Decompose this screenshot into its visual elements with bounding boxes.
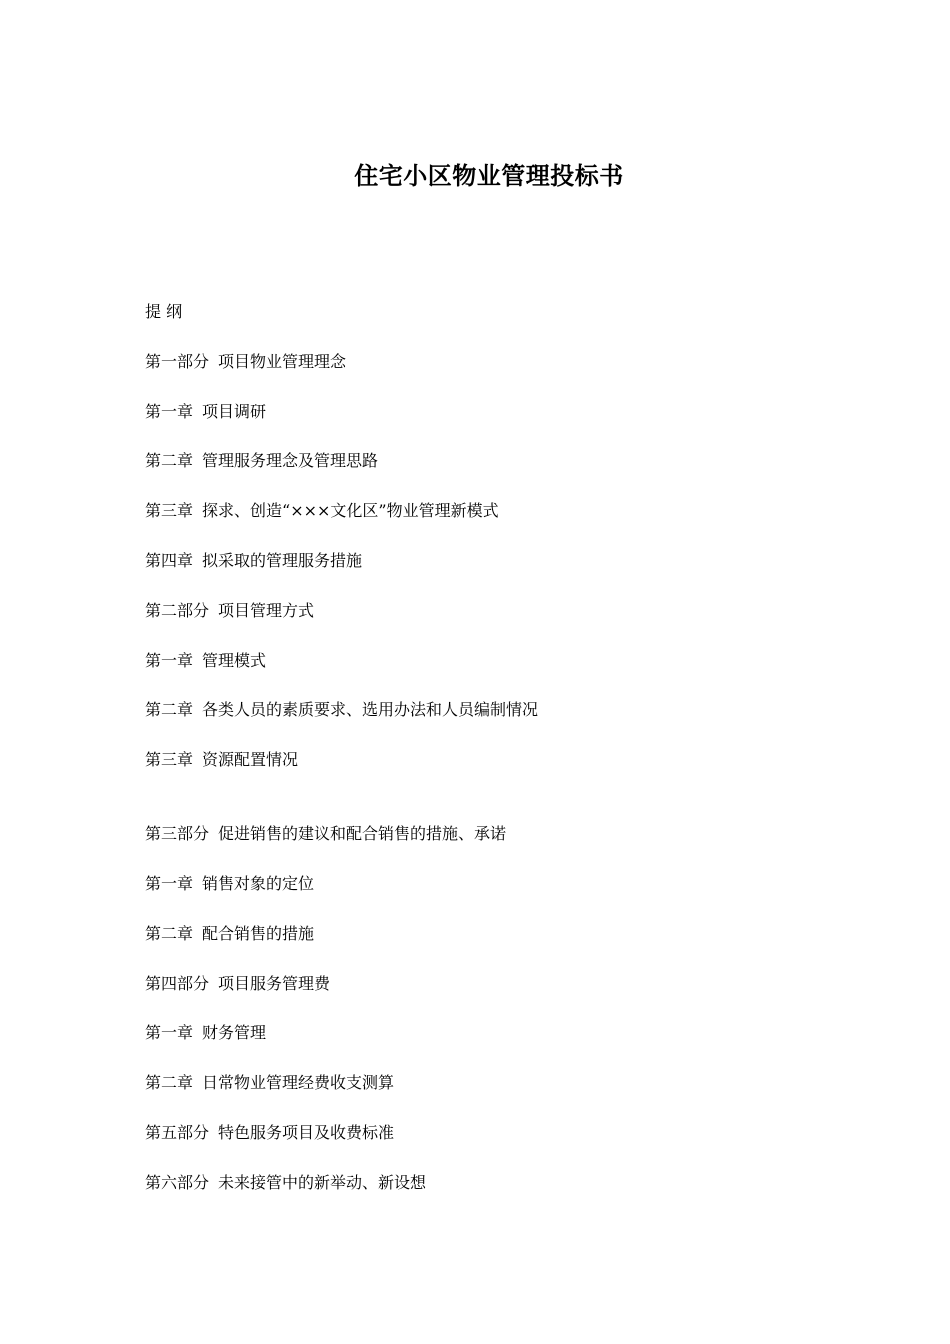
- outline-item-text: 拟采取的管理服务措施: [202, 550, 363, 570]
- outline-item: [145, 649, 538, 673]
- outline-item-text: 项目服务管理费: [218, 973, 331, 993]
- outline-item-prefix: 第二章: [145, 451, 194, 471]
- outline-item: [145, 822, 538, 846]
- outline-item: [145, 449, 538, 473]
- page-title: 住宅小区物业管理投标书: [354, 161, 624, 190]
- outline-item-prefix: 第五部分: [145, 1122, 210, 1142]
- outline-item: [145, 922, 538, 946]
- outline-list: [145, 300, 538, 1221]
- outline-item: [145, 872, 538, 896]
- outline-item: [145, 1121, 538, 1145]
- outline-item-text: 配合销售的措施: [202, 923, 315, 943]
- outline-item-text: 销售对象的定位: [202, 873, 315, 893]
- outline-item-prefix: 第六部分: [145, 1172, 210, 1192]
- outline-item-text: 促进销售的建议和配合销售的措施、承诺: [218, 824, 507, 844]
- outline-item-text: 项目管理方式: [218, 600, 315, 620]
- outline-item-text: 探求、创造“×××文化区”物业管理新模式: [202, 501, 499, 521]
- outline-item-prefix: 第二章: [145, 923, 194, 943]
- outline-item-text: 管理模式: [202, 650, 267, 670]
- outline-item-prefix: 第三章: [145, 501, 194, 521]
- outline-item: [145, 972, 538, 996]
- outline-item: [145, 748, 538, 772]
- outline-item-prefix: 第二章: [145, 700, 194, 720]
- outline-item: [145, 400, 538, 424]
- outline-item-prefix: 第一章: [145, 401, 194, 421]
- outline-item: [145, 698, 538, 722]
- outline-item: [145, 350, 538, 374]
- outline-item: [145, 1021, 538, 1045]
- outline-item-prefix: 第一章: [145, 1023, 194, 1043]
- outline-item: [145, 599, 538, 623]
- outline-item-text: 项目物业管理理念: [218, 351, 347, 371]
- outline-item: [145, 499, 538, 523]
- outline-item-prefix: 第二章: [145, 1073, 194, 1093]
- outline-item-prefix: 第一章: [145, 873, 194, 893]
- outline-heading: [145, 300, 538, 324]
- outline-item: [145, 549, 538, 573]
- outline-item-prefix: 第二部分: [145, 600, 210, 620]
- outline-item-text: 项目调研: [202, 401, 267, 421]
- outline-item-text: 特色服务项目及收费标准: [218, 1122, 395, 1142]
- outline-heading-text: 提 纲: [145, 302, 183, 321]
- outline-item-prefix: 第一部分: [145, 351, 210, 371]
- outline-item-text: 日常物业管理经费收支测算: [202, 1073, 395, 1093]
- outline-item-prefix: 第四章: [145, 550, 194, 570]
- outline-item-prefix: 第三章: [145, 750, 194, 770]
- outline-item: [145, 1171, 538, 1195]
- outline-item-prefix: 第三部分: [145, 824, 210, 844]
- outline-item: [145, 1071, 538, 1095]
- outline-item-text: 资源配置情况: [202, 750, 299, 770]
- outline-item-prefix: 第一章: [145, 650, 194, 670]
- outline-item-text: 各类人员的素质要求、选用办法和人员编制情况: [202, 700, 539, 720]
- outline-item-text: 管理服务理念及管理思路: [202, 451, 379, 471]
- outline-item-prefix: 第四部分: [145, 973, 210, 993]
- outline-item-text: 未来接管中的新举动、新设想: [218, 1172, 427, 1192]
- outline-item-text: 财务管理: [202, 1023, 267, 1043]
